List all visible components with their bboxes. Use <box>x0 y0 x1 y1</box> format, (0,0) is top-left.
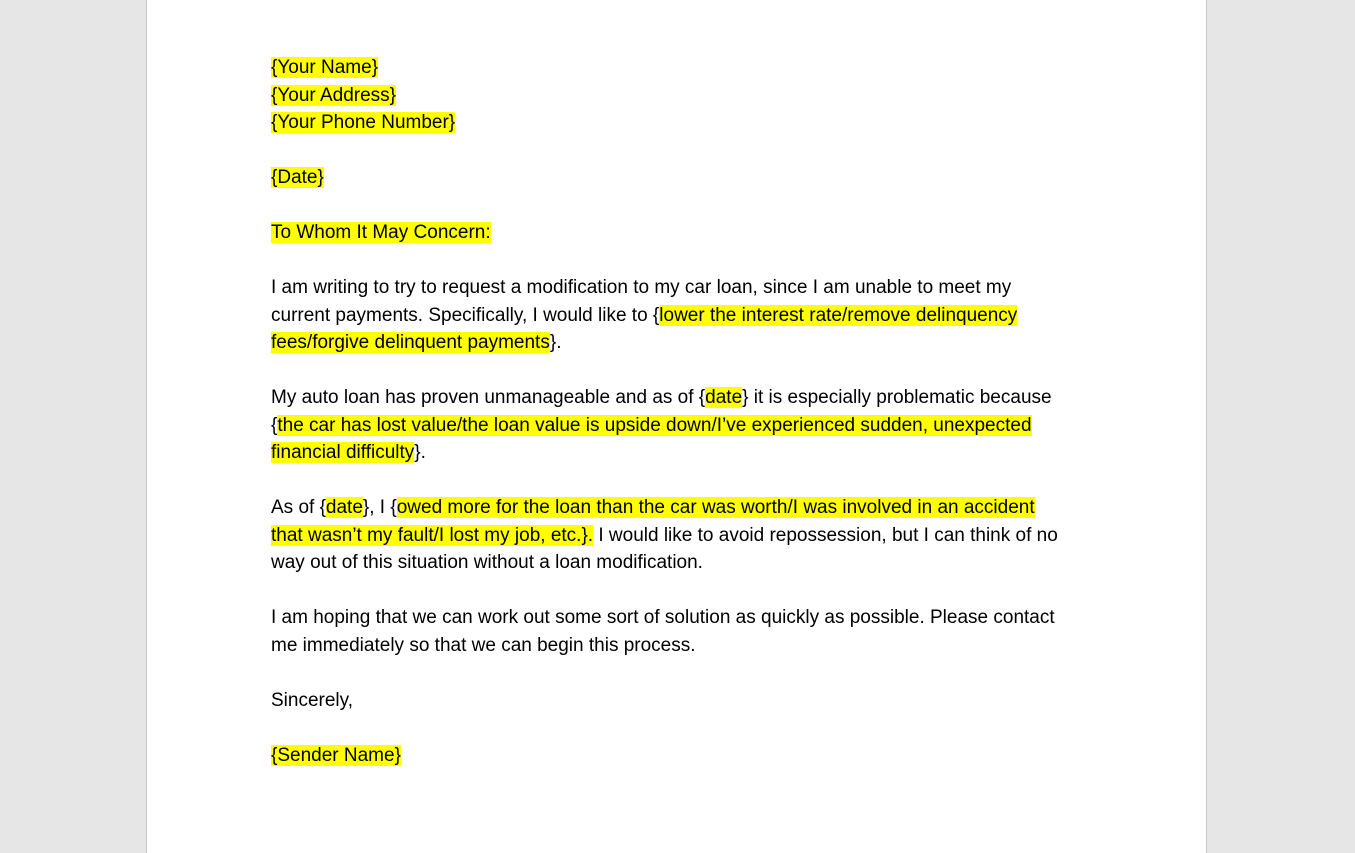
paragraph-text: My auto loan has proven unmanageable and as of { <box>271 387 706 408</box>
paragraph-line <box>271 412 1091 440</box>
sender-header <box>271 54 1091 137</box>
circumstance-placeholder: owed more for the loan than the car was worth/I was involved in an accident <box>396 497 1035 518</box>
sender-name-placeholder: {Your Name} <box>271 57 379 78</box>
blank-line <box>271 659 1091 687</box>
paragraph-line <box>271 439 1091 467</box>
paragraph-line <box>271 549 1091 577</box>
closing-request-paragraph <box>271 604 1091 659</box>
sender-phone-line <box>271 109 1091 137</box>
closing-line <box>271 687 1091 715</box>
letter-body[interactable] <box>271 54 1091 769</box>
date-paragraph <box>271 164 1091 192</box>
paragraph-text: { <box>271 414 278 436</box>
blank-line <box>271 247 1091 275</box>
paragraph-text: I would like to avoid repossession, but I can think of no <box>593 524 1058 546</box>
problem-reason-placeholder: financial difficulty <box>271 442 415 463</box>
paragraph-text: } it is especially problematic because <box>742 387 1052 408</box>
paragraph-text: }, I { <box>362 497 397 518</box>
date-placeholder: date <box>325 497 363 518</box>
circumstance-placeholder: that wasn’t my fault/I lost my job, etc.}. <box>271 524 594 546</box>
blank-line <box>271 714 1091 742</box>
paragraph-line <box>271 604 1091 632</box>
date-placeholder: date <box>705 387 743 408</box>
sender-name-line <box>271 54 1091 82</box>
circumstance-paragraph <box>271 494 1091 577</box>
paragraph-text: me immediately so that we can begin this process. <box>271 634 696 656</box>
signature-line <box>271 742 1091 770</box>
paragraph-line <box>271 384 1091 412</box>
blank-line <box>271 192 1091 220</box>
paragraph-line <box>271 274 1091 302</box>
paragraph-line <box>271 302 1091 330</box>
paragraph-text: }. <box>414 442 426 463</box>
sender-phone-placeholder: {Your Phone Number} <box>271 112 456 133</box>
sender-address-line <box>271 82 1091 110</box>
closing-text: Sincerely, <box>271 689 354 711</box>
salutation-line <box>271 219 1091 247</box>
paragraph-text: I am writing to try to request a modification to my car loan, since I am unable to meet my <box>271 277 1012 298</box>
paragraph-line <box>271 522 1091 550</box>
date-line <box>271 164 1091 192</box>
paragraph-text: I am hoping that we can work out some sort of solution as quickly as possible. Please contact <box>271 607 1055 628</box>
paragraph-line <box>271 329 1091 357</box>
problem-paragraph <box>271 384 1091 467</box>
request-paragraph <box>271 274 1091 357</box>
paragraph-text: As of { <box>271 497 326 518</box>
paragraph-line <box>271 632 1091 660</box>
paragraph-text: current payments. Specifically, I would like to { <box>271 304 660 326</box>
salutation-paragraph <box>271 219 1091 247</box>
blank-line <box>271 357 1091 385</box>
modification-options-placeholder: fees/forgive delinquent payments <box>271 332 550 353</box>
sender-address-placeholder: {Your Address} <box>271 84 397 106</box>
signature-paragraph <box>271 742 1091 770</box>
salutation-text: To Whom It May Concern: <box>271 222 491 243</box>
modification-options-placeholder: lower the interest rate/remove delinquency <box>659 304 1018 326</box>
paragraph-text: way out of this situation without a loan modification. <box>271 552 703 573</box>
blank-line <box>271 137 1091 165</box>
blank-line <box>271 577 1091 605</box>
paragraph-line <box>271 494 1091 522</box>
closing-paragraph <box>271 687 1091 715</box>
problem-reason-placeholder: the car has lost value/the loan value is upside down/I’ve experienced sudden, unexpected <box>277 414 1032 436</box>
date-placeholder: {Date} <box>271 167 324 188</box>
paragraph-text: }. <box>549 332 562 353</box>
blank-line <box>271 467 1091 495</box>
sender-name-signature-placeholder: {Sender Name} <box>271 744 401 766</box>
document-page <box>146 0 1207 853</box>
